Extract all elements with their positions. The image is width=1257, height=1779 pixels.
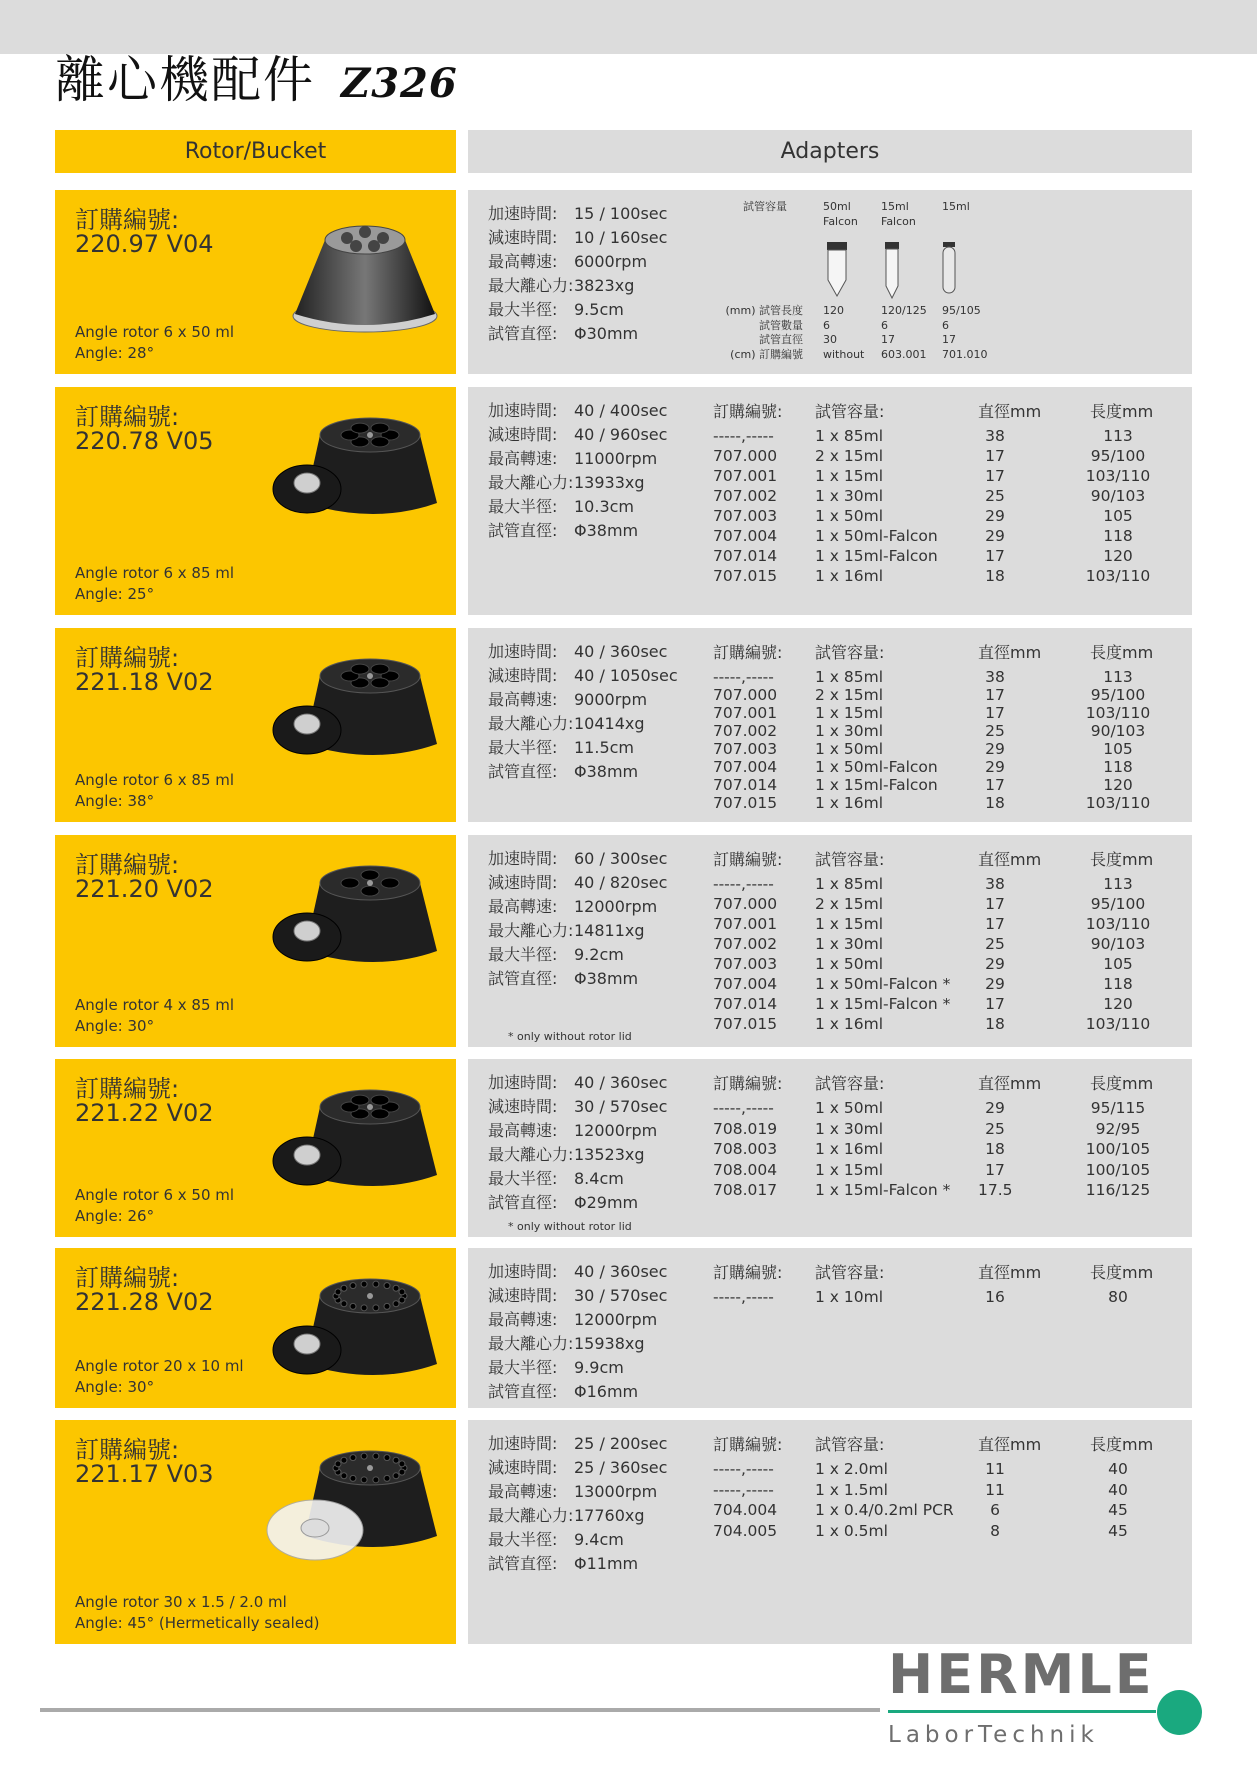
- adapter-capacity: 1 x 1.5ml: [815, 1480, 888, 1499]
- adapter-order: 707.015: [713, 794, 778, 812]
- adapter-length: 118: [1103, 527, 1133, 545]
- adapter-length: 116/125: [1085, 1181, 1151, 1199]
- adapter-length: 90/103: [1090, 722, 1146, 740]
- page-title: 離心機配件 Z326: [55, 51, 458, 109]
- adapter-capacity: 1 x 50ml: [815, 955, 884, 973]
- col-capacity: 試管容量:: [815, 1435, 885, 1454]
- adapter-capacity: 1 x 30ml: [815, 1119, 884, 1138]
- order-number: 221.22 V02: [75, 1099, 214, 1127]
- rotor-panel: [55, 1420, 456, 1644]
- adapter-length: 103/110: [1085, 467, 1151, 485]
- adapter-order: 707.003: [713, 507, 778, 525]
- rotor-panel: [55, 628, 456, 822]
- adapter-length: 103/110: [1085, 1015, 1151, 1033]
- rotor-panel: [55, 835, 456, 1047]
- rotor-panel: [55, 1248, 456, 1408]
- brand-subtitle: LaborTechnik: [888, 1722, 1099, 1748]
- adapter-diameter: 29: [985, 758, 1005, 776]
- adapter-length: 105: [1103, 740, 1133, 758]
- adapter-diameter: 11: [985, 1480, 1005, 1499]
- adapter-row: [468, 1288, 1192, 1308]
- brand-logo: HERMLE: [888, 1643, 1155, 1706]
- adapter-row: [468, 895, 1192, 915]
- col-length: 長度mm: [1090, 850, 1154, 869]
- col-order: 訂購編號:: [713, 402, 783, 421]
- rotor-description: Angle rotor 6 x 85 ml Angle: 25°: [75, 564, 235, 603]
- footnote: * only without rotor lid: [508, 1030, 632, 1043]
- rotor-description: Angle rotor 6 x 50 ml Angle: 28°: [75, 323, 235, 362]
- adapter-diameter: 29: [985, 975, 1005, 993]
- adapter-diameter: 18: [985, 1140, 1005, 1158]
- adapter-capacity: 1 x 50ml-Falcon *: [815, 975, 951, 993]
- adapter-length: 105: [1103, 955, 1133, 973]
- adapter-diameter: 17: [985, 704, 1005, 722]
- adapter-diameter: 8: [990, 1521, 1000, 1540]
- adapter-length: 103/110: [1085, 704, 1151, 722]
- adapter-diameter: 16: [985, 1288, 1005, 1306]
- order-label: 訂購編號:: [75, 1264, 180, 1292]
- rotor-description: Angle rotor 20 x 10 ml Angle: 30°: [75, 1357, 244, 1396]
- adapter-length: 118: [1103, 758, 1133, 776]
- adapter-row: [468, 1140, 1192, 1161]
- adapter-diameter: 38: [985, 875, 1005, 893]
- tube-icons: [823, 242, 983, 300]
- adapter-order: 707.001: [713, 704, 778, 722]
- adapter-row: [468, 975, 1192, 995]
- adapter-length: 120: [1103, 776, 1133, 794]
- adapter-diameter: 29: [985, 740, 1005, 758]
- order-label: 訂購編號:: [75, 1436, 180, 1464]
- adapter-capacity: 1 x 16ml: [815, 1140, 884, 1158]
- adapter-row: [468, 935, 1192, 955]
- adapter-row: [468, 427, 1192, 447]
- adapter-order: 708.004: [713, 1160, 778, 1179]
- adapter-diameter: 17: [985, 447, 1005, 465]
- model-code: Z326: [341, 60, 458, 107]
- adapter-row: [468, 704, 1192, 722]
- adapter-row: [468, 668, 1192, 686]
- adapter-capacity: 1 x 16ml: [815, 794, 884, 812]
- rotor-description: Angle rotor 6 x 50 ml Angle: 26°: [75, 1186, 235, 1225]
- adapter-order: 708.019: [713, 1119, 778, 1138]
- adapter-cap-label: 試管容量: [743, 200, 787, 213]
- col-length: 長度mm: [1090, 402, 1154, 421]
- adapter-length: 40: [1108, 1460, 1128, 1478]
- adapter-diameter: 29: [985, 1099, 1005, 1117]
- adapter-diameter: 17: [985, 686, 1005, 704]
- adapter-order: 707.000: [713, 447, 778, 465]
- col-order: 訂購編號:: [713, 1074, 783, 1093]
- adapter-order: 707.003: [713, 740, 778, 758]
- adapter-row: [468, 875, 1192, 895]
- adapter-row: [468, 527, 1192, 547]
- adapter-row: [468, 447, 1192, 467]
- adapter-capacity: 1 x 16ml: [815, 1015, 884, 1033]
- adapter-row: [468, 1161, 1192, 1182]
- adapter-length: 105: [1103, 507, 1133, 525]
- rotor-image: [265, 1268, 445, 1398]
- adapter-diameter: 17: [985, 995, 1005, 1013]
- adapter-order: 708.003: [713, 1140, 778, 1158]
- order-number: 221.17 V03: [75, 1460, 214, 1488]
- adapter-order: -----,-----: [713, 1460, 774, 1478]
- adapter-row: [468, 1501, 1192, 1522]
- adapter-length: 113: [1103, 668, 1133, 686]
- col-diameter: 直徑mm: [978, 1074, 1042, 1093]
- adapter-order: 708.017: [713, 1181, 778, 1199]
- adapter-length: 45: [1108, 1521, 1128, 1540]
- column-header-rotor: Rotor/Bucket: [55, 130, 456, 173]
- adapter-order: 707.014: [713, 995, 778, 1013]
- adapter-row: [468, 776, 1192, 794]
- adapter-length: 120: [1103, 547, 1133, 565]
- adapter-order: 707.002: [713, 487, 778, 505]
- footnote: * only without rotor lid: [508, 1220, 632, 1233]
- order-number: 221.28 V02: [75, 1288, 214, 1316]
- adapter-capacity: 1 x 30ml: [815, 935, 884, 953]
- adapter-diameter: 18: [985, 1015, 1005, 1033]
- adapter-diameter: 17: [985, 1160, 1005, 1179]
- order-number: 220.78 V05: [75, 427, 214, 455]
- adapter-order: 707.004: [713, 758, 778, 776]
- adapter-order: 707.004: [713, 527, 778, 545]
- col-diameter: 直徑mm: [978, 850, 1042, 869]
- adapter-row: [468, 955, 1192, 975]
- adapter-capacity: 1 x 0.5ml: [815, 1521, 888, 1540]
- adapter-length: 100/105: [1085, 1160, 1151, 1179]
- adapter-order: -----,-----: [713, 668, 774, 686]
- adapter-order: 707.014: [713, 547, 778, 565]
- adapter-capacity: 1 x 15ml: [815, 1160, 884, 1179]
- adapter-length: 80: [1108, 1288, 1128, 1306]
- rotor-row-6: [55, 1248, 1192, 1408]
- adapter-length: 90/103: [1090, 487, 1146, 505]
- adapter-length: 113: [1103, 875, 1133, 893]
- adapter-order: 707.001: [713, 915, 778, 933]
- spec-list: 加速時間: 40 / 360sec 減速時間: 30 / 570sec 最高轉速: 12000rpm 最大離心力:15938xg 最大半徑: 9.9cm 試管直徑: Φ16mm: [488, 1262, 668, 1401]
- rotor-description: Angle rotor 30 x 1.5 / 2.0 ml Angle: 45° (Hermetically sealed): [75, 1593, 320, 1632]
- adapter-diameter: 11: [985, 1460, 1005, 1478]
- adapter-order: 707.015: [713, 1015, 778, 1033]
- adapter-row: [468, 467, 1192, 487]
- rotor-description: Angle rotor 6 x 85 ml Angle: 38°: [75, 771, 235, 810]
- col-length: 長度mm: [1090, 643, 1154, 662]
- adapter-length: 40: [1108, 1480, 1128, 1499]
- spec-list: 加速時間: 60 / 300sec 減速時間: 40 / 820sec 最高轉速: 12000rpm 最大離心力:14811xg 最大半徑: 9.2cm 試管直徑: Φ38mm: [488, 849, 668, 988]
- order-number: 221.18 V02: [75, 668, 214, 696]
- adapter-capacity: 2 x 15ml: [815, 447, 884, 465]
- adapter-row: [468, 1120, 1192, 1141]
- rotor-image: [265, 648, 445, 778]
- col-order: 訂購編號:: [713, 850, 783, 869]
- adapter-capacity: 1 x 50ml-Falcon: [815, 758, 938, 776]
- adapter-order: 707.000: [713, 895, 778, 913]
- adapter-length: 103/110: [1085, 794, 1151, 812]
- spec-list: 加速時間: 40 / 360sec 減速時間: 30 / 570sec 最高轉速: 12000rpm 最大離心力:13523xg 最大半徑: 8.4cm 試管直徑: Φ29mm: [488, 1073, 668, 1212]
- adapter-capacity: 1 x 30ml: [815, 487, 884, 505]
- adapter-diameter: 29: [985, 527, 1005, 545]
- rotor-image: [265, 407, 445, 537]
- adapter-diameter: 17: [985, 547, 1005, 565]
- adapter-row: [468, 1099, 1192, 1120]
- rotor-row-5: [55, 1059, 1192, 1237]
- adapter-row: [468, 487, 1192, 507]
- adapter-order: 704.004: [713, 1501, 778, 1519]
- adapter-capacity: 1 x 30ml: [815, 722, 884, 740]
- adapter-row: [468, 722, 1192, 740]
- col-capacity: 試管容量:: [815, 402, 885, 421]
- adapter-capacity: 1 x 15ml-Falcon *: [815, 1181, 951, 1199]
- adapter-length: 120: [1103, 995, 1133, 1013]
- order-label: 訂購編號:: [75, 851, 180, 879]
- adapter-order: 707.015: [713, 567, 778, 585]
- adapter-length: 95/115: [1090, 1099, 1146, 1117]
- adapter-length: 118: [1103, 975, 1133, 993]
- rotor-row-7: [55, 1420, 1192, 1644]
- col-order: 訂購編號:: [713, 643, 783, 662]
- adapter-diameter: 25: [985, 722, 1005, 740]
- rotor-panel: [55, 1059, 456, 1237]
- adapter-capacity: 1 x 0.4/0.2ml PCR: [815, 1501, 954, 1519]
- adapter-capacity: 1 x 2.0ml: [815, 1460, 888, 1478]
- rotor-panel: [55, 190, 456, 374]
- logo-dot: [1157, 1690, 1202, 1735]
- adapter-row: [468, 1460, 1192, 1481]
- rotor-image: [265, 855, 445, 985]
- adapter-capacity: 1 x 85ml: [815, 668, 884, 686]
- adapter-length: 103/110: [1085, 567, 1151, 585]
- adapter-row: [468, 758, 1192, 776]
- rotor-row-2: [55, 387, 1192, 615]
- adapter-diameter: 29: [985, 507, 1005, 525]
- adapter-panel: [468, 387, 1192, 615]
- rotor-description: Angle rotor 4 x 85 ml Angle: 30°: [75, 996, 235, 1035]
- col-capacity: 試管容量:: [815, 1263, 885, 1282]
- footer-line: [40, 1708, 880, 1712]
- adapter-diameter: 29: [985, 955, 1005, 973]
- adapter-length: 95/100: [1090, 895, 1146, 913]
- adapter-diameter: 25: [985, 1119, 1005, 1138]
- col-diameter: 直徑mm: [978, 643, 1042, 662]
- adapter-length: 95/100: [1090, 686, 1146, 704]
- adapter-capacity: 1 x 15ml: [815, 467, 884, 485]
- adapter-row: [468, 740, 1192, 758]
- rotor-image: [265, 1079, 445, 1209]
- adapter-length: 45: [1108, 1501, 1128, 1519]
- adapter-diameter: 38: [985, 427, 1005, 445]
- adapter-capacity: 1 x 85ml: [815, 875, 884, 893]
- adapter-row: [468, 915, 1192, 935]
- adapter-order: 707.000: [713, 686, 778, 704]
- adapter-row: [468, 1522, 1192, 1543]
- adapter-panel: [468, 190, 1192, 374]
- adapter-length: 113: [1103, 427, 1133, 445]
- adapter-row: [468, 686, 1192, 704]
- adapter-order: 707.002: [713, 935, 778, 953]
- adapter-capacity: 1 x 15ml-Falcon: [815, 776, 938, 794]
- adapter-capacity: 1 x 85ml: [815, 427, 884, 445]
- order-number: 220.97 V04: [75, 230, 214, 258]
- adapter-row: [468, 547, 1192, 567]
- adapter-diameter: 38: [985, 668, 1005, 686]
- adapter-row: [468, 567, 1192, 587]
- spec-list: 加速時間: 40 / 360sec 減速時間: 40 / 1050sec 最高轉速: 9000rpm 最大離心力:10414xg 最大半徑: 11.5cm 試管直徑: Φ38mm: [488, 642, 678, 781]
- adapter-order: 707.014: [713, 776, 778, 794]
- adapter-diameter: 17: [985, 895, 1005, 913]
- adapter-row: [468, 995, 1192, 1015]
- rotor-panel: [55, 387, 456, 615]
- rotor-row-4: [55, 835, 1192, 1047]
- spec-list: 加速時間: 40 / 400sec 減速時間: 40 / 960sec 最高轉速: 11000rpm 最大離心力:13933xg 最大半徑: 10.3cm 試管直徑: Φ38mm: [488, 401, 668, 540]
- adapter-diameter: 17: [985, 467, 1005, 485]
- col-length: 長度mm: [1090, 1263, 1154, 1282]
- adapter-capacity: 2 x 15ml: [815, 686, 884, 704]
- adapter-row: [468, 507, 1192, 527]
- adapter-capacity: 1 x 15ml: [815, 915, 884, 933]
- adapter-capacity: 1 x 15ml-Falcon *: [815, 995, 951, 1013]
- adapter-cap: 50ml Falcon: [823, 200, 858, 228]
- adapter-length: 95/100: [1090, 447, 1146, 465]
- adapter-capacity: 1 x 15ml-Falcon: [815, 547, 938, 565]
- adapter-order: 707.004: [713, 975, 778, 993]
- adapter-length: 100/105: [1085, 1140, 1151, 1158]
- rotor-row-3: [55, 628, 1192, 822]
- adapter-diameter: 25: [985, 487, 1005, 505]
- order-label: 訂購編號:: [75, 206, 180, 234]
- adapter-order: -----,-----: [713, 1480, 774, 1499]
- adapter-panel: [468, 1420, 1192, 1644]
- logo-underline: [888, 1710, 1156, 1713]
- order-label: 訂購編號:: [75, 403, 180, 431]
- adapter-diameter: 18: [985, 567, 1005, 585]
- adapter-order: 707.002: [713, 722, 778, 740]
- adapter-diameter: 17: [985, 915, 1005, 933]
- adapter-col-3: 95/105 6 17 701.010: [942, 304, 988, 361]
- adapter-panel: [468, 1248, 1192, 1408]
- adapter-row: [468, 794, 1192, 812]
- order-label: 訂購編號:: [75, 1075, 180, 1103]
- adapter-capacity: 1 x 50ml: [815, 1099, 884, 1117]
- col-order: 訂購編號:: [713, 1435, 783, 1454]
- adapter-length: 103/110: [1085, 915, 1151, 933]
- adapter-order: -----,-----: [713, 1099, 774, 1117]
- adapter-cap: 15ml Falcon: [881, 200, 916, 228]
- adapter-capacity: 1 x 50ml-Falcon: [815, 527, 938, 545]
- adapter-capacity: 1 x 15ml: [815, 704, 884, 722]
- adapter-capacity: 1 x 50ml: [815, 740, 884, 758]
- adapter-order: -----,-----: [713, 1288, 774, 1306]
- spec-list: 加速時間: 25 / 200sec 減速時間: 25 / 360sec 最高轉速: 13000rpm 最大離心力:17760xg 最大半徑: 9.4cm 試管直徑: Φ11mm: [488, 1434, 668, 1573]
- col-capacity: 試管容量:: [815, 643, 885, 662]
- adapter-capacity: 1 x 10ml: [815, 1288, 884, 1306]
- adapter-diameter: 17: [985, 776, 1005, 794]
- adapter-row: [468, 1481, 1192, 1502]
- adapter-order: -----,-----: [713, 875, 774, 893]
- adapter-order: 707.003: [713, 955, 778, 973]
- adapter-col-2: 120/125 6 17 603.001: [881, 304, 927, 361]
- adapter-diameter: 18: [985, 794, 1005, 812]
- adapter-capacity: 2 x 15ml: [815, 895, 884, 913]
- col-capacity: 試管容量:: [815, 850, 885, 869]
- adapter-order: 707.001: [713, 467, 778, 485]
- adapter-diameter: 6: [990, 1501, 1000, 1519]
- adapter-panel: [468, 835, 1192, 1047]
- adapter-diameter: 17.5: [978, 1181, 1013, 1199]
- adapter-diameter: 25: [985, 935, 1005, 953]
- adapter-length: 92/95: [1095, 1119, 1141, 1138]
- adapter-capacity: 1 x 16ml: [815, 567, 884, 585]
- spec-list: 加速時間: 15 / 100sec 減速時間: 10 / 160sec 最高轉速: 6000rpm 最大離心力:3823xg 最大半徑: 9.5cm 試管直徑: Φ30mm: [488, 204, 668, 343]
- adapter-length: 90/103: [1090, 935, 1146, 953]
- col-diameter: 直徑mm: [978, 1263, 1042, 1282]
- adapter-panel: [468, 1059, 1192, 1237]
- col-diameter: 直徑mm: [978, 402, 1042, 421]
- rotor-row-1: [55, 190, 1192, 374]
- column-header-adapters: Adapters: [468, 130, 1192, 173]
- adapter-col-1: 120 6 30 without: [823, 304, 865, 361]
- adapter-row: [468, 1181, 1192, 1202]
- rotor-image: [265, 1440, 445, 1570]
- adapter-row-labels: (mm) 試管長度 試管數量 試管直徑 (cm) 訂購編號: [725, 304, 803, 361]
- adapter-order: 704.005: [713, 1521, 778, 1540]
- col-length: 長度mm: [1090, 1435, 1154, 1454]
- adapter-capacity: 1 x 50ml: [815, 507, 884, 525]
- order-number: 221.20 V02: [75, 875, 214, 903]
- col-order: 訂購編號:: [713, 1263, 783, 1282]
- adapter-order: -----,-----: [713, 427, 774, 445]
- col-diameter: 直徑mm: [978, 1435, 1042, 1454]
- rotor-image: [290, 218, 440, 336]
- adapter-cap: 15ml: [942, 200, 970, 213]
- col-capacity: 試管容量:: [815, 1074, 885, 1093]
- col-length: 長度mm: [1090, 1074, 1154, 1093]
- adapter-panel: [468, 628, 1192, 822]
- order-label: 訂購編號:: [75, 644, 180, 672]
